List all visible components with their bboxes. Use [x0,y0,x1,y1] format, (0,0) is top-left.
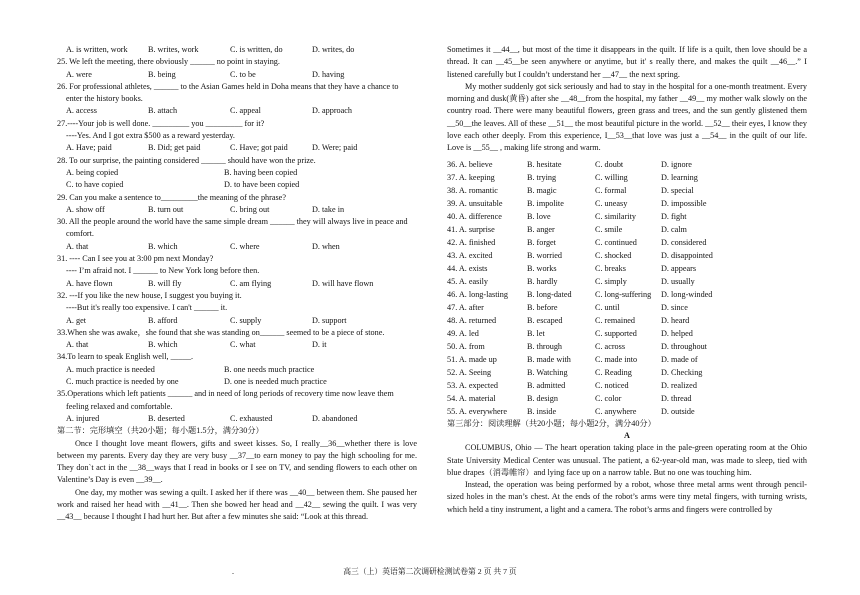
option: B. having been copied [224,167,298,177]
option: A. show off [66,204,105,214]
option: D. Were; paid [312,143,358,153]
option: 48. A. returned [447,315,497,325]
option: C. across [595,341,626,351]
option: 39. A. unsuitable [447,198,503,208]
cloze-options-row [447,379,807,392]
cloze-options-row [447,275,807,288]
option: B. hesitate [527,159,562,169]
cloze-options-row [447,301,807,314]
option: C. exhausted [230,413,273,423]
option: B. through [527,341,563,351]
option: B. let [527,328,545,338]
option: A. access [66,106,97,116]
option: 38. A. romantic [447,185,498,195]
question-line-cont: enter the history books. [66,94,143,104]
option: C. shocked [595,250,632,260]
option: C. smile [595,224,623,234]
option: D. considered [661,237,707,247]
option: 41. A. surprise [447,224,495,234]
option: C. until [595,302,620,312]
option: D. since [661,302,688,312]
question-line: 35.Operations which left patients ______ and in need of long periods of recovery time now leave them [57,389,394,399]
option: D. support [312,315,347,325]
option: D. when [312,241,340,251]
option: B. works [527,263,557,273]
option: A. injured [66,413,100,423]
options-row [57,167,417,179]
options-row [57,315,417,327]
cloze-options-row [447,249,807,262]
option: D. take in [312,204,345,214]
option: D. abandoned [312,413,358,423]
option: D. impossible [661,198,707,208]
cloze-passage-part1 [57,438,417,524]
option: D. special [661,185,694,195]
cloze-options-row [447,314,807,327]
passage-paragraph: Sometimes it __44__, but most of the time it disappears in the quilt. If life is a quilt, then love should be a thread. It can __45__be seen anywhere or anytime, but it' s really there, and makes the quilt __46__.” I listened carefully but I couldn’t understand her __47__ the next spring. [447,45,807,79]
option: 37. A. keeping [447,172,495,182]
option: B. escaped [527,315,563,325]
option: B. Watching [527,367,568,377]
cloze-options-row [447,210,807,223]
option: D. having [312,69,345,79]
question-line: 33.When she was awake，she found that she was standing on______ seemed to be a piece of stone. [57,327,385,337]
option: B. turn out [148,204,184,214]
question-line: 29. Can you make a sentence to_________the meaning of the phrase? [57,192,286,202]
reading-passage-label: A [624,430,630,440]
reading-passage [447,442,807,516]
cloze-options-row [447,327,807,340]
cloze-options-row [447,353,807,366]
option: C. where [230,241,260,251]
option: A. were [66,69,92,79]
options-row [57,376,417,388]
option: 55. A. everywhere [447,406,508,416]
question-line: 25. We left the meeting, there obviously ______ no point in staying. [57,57,280,67]
option: B. trying [527,172,557,182]
option: A. that [66,241,89,251]
option: B. which [148,241,178,251]
question-line: 27.----Your job is well done. _________ you _________ for it? [57,118,265,128]
option: C. doubt [595,159,624,169]
option: C. bring out [230,204,270,214]
option: C. to be [230,69,256,79]
option: D. calm [661,224,687,234]
option: B. design [527,393,558,403]
option: A. Have; paid [66,143,112,153]
option: C. supported [595,328,637,338]
option: C. appeal [230,106,261,116]
option: 49. A. led [447,328,479,338]
cloze-options-row [447,223,807,236]
option: C. color [595,393,622,403]
options-row [57,278,417,290]
question-line-cont: feeling relaxed and comfortable. [66,401,173,411]
passage-paragraph: One day, my mother was sewing a quilt. I asked her if there was __40__ between them. She paused her work and raised her head with __41__. Then she bowed her head and __42__ sewing the quilt. I was very __43__ because I thought I had hurt her. But after a few minutes she said: “Look at this thread. [57,487,417,522]
option: 53. A. expected [447,380,498,390]
question-line: 32. ---If you like the new house, I suggest you buying it. [57,290,242,300]
option: D. appears [661,263,697,273]
option: D. disappointed [661,250,713,260]
left-column [57,44,417,524]
option: D. one is needed much practice [224,377,327,387]
option: B. writes, work [148,45,199,54]
options-row [57,105,417,117]
option: B. which [148,340,178,350]
option: C. Reading [595,367,632,377]
question-line-cont: ---- I’m afraid not. I ______ to New York long before then. [66,266,260,276]
question-line: 34.To learn to speak English well, _____. [57,352,194,362]
option: 45. A. easily [447,276,488,286]
passage-paragraph: COLUMBUS, Ohio — The heart operation taking place in the pale-green operating room at the Ohio State University Medical Center was unusual. The patient, a 62-year-old man, was made to sleep, tied with blue drapes（消毒帷帘）and lying face up on a narrow table. But no one was touching him. [447,443,807,477]
question-line: 28. To our surprise, the painting considered ______ should have won the prize. [57,155,316,165]
option: C. similarity [595,211,636,221]
option: B. Did; get paid [148,143,201,153]
option: A. being copied [66,167,119,177]
question-line: 26. For professional athletes, ______ to the Asian Games held in Doha means that they have a chance to [57,81,399,91]
option: 50. A. from [447,341,485,351]
option: C. am flying [230,278,272,288]
cloze-options-row [447,366,807,379]
question-line: 31. ---- Can I see you at 3:00 pm next Monday? [57,254,214,264]
question-line: 第二节：完形填空（共20小题；每小题1.5分，满分30分） [57,426,264,436]
option: C. noticed [595,380,629,390]
cloze-options-row [447,171,807,184]
option: B. forget [527,237,556,247]
option: C. made into [595,354,638,364]
option: B. being [148,69,176,79]
option: B. one needs much practice [224,364,315,374]
option: C. what [230,340,256,350]
options-row [57,364,417,376]
options-row [57,69,417,81]
question-line-cont: ----But it's really too expensive. I can't ______ it. [66,303,228,313]
option: C. is written, do [230,45,283,54]
option: A. get [66,315,87,325]
cloze-options-row [447,405,807,418]
passage-paragraph: Instead, the operation was being performed by a robot, whose three metal arms went through pencil-sized holes in the man’s chest. At the ends of the robot’s arms were tiny metal fingers, with turning wrists, which held a tiny instrument, a light and a camera. The robot’s arms and fingers were controlled by [447,480,807,514]
option: D. throughout [661,341,707,351]
option: B. long-dated [527,289,572,299]
option: C. formal [595,185,627,195]
option: C. simply [595,276,627,286]
option: D. to have been copied [224,180,300,190]
option: B. magic [527,185,557,195]
options-row [57,142,417,154]
option: B. anger [527,224,555,234]
option: A. is written, work [66,45,128,54]
options-row [57,204,417,216]
option: 47. A. after [447,302,484,312]
option: 40. A. difference [447,211,502,221]
option: A. much practice is needed [66,364,155,374]
option: B. afford [148,315,178,325]
question-line-cont: ----Yes. And I got extra $500 as a reward yesterday. [66,131,235,141]
cloze-options-row [447,340,807,353]
option: C. supply [230,315,262,325]
option: D. made of [661,354,698,364]
option: C. to have copied [66,180,124,190]
option: D. fight [661,211,687,221]
footer-dot: . [232,567,234,576]
option: D. helped [661,328,693,338]
option: B. admitted [527,380,566,390]
option: 43. A. excited [447,250,493,260]
option: 52. A. Seeing [447,367,492,377]
cloze-passage-part2 [447,44,807,155]
option: B. impolite [527,198,564,208]
page-footer: 高三（上）英语第二次调研检测试卷第 2 页 共 7 页 [343,567,517,576]
question-line-cont: comfort. [66,229,94,239]
cloze-options-row [447,184,807,197]
cloze-options-row [447,288,807,301]
option: C. much practice is needed by one [66,377,179,387]
option: B. made with [527,354,571,364]
option: 51. A. made up [447,354,497,364]
cloze-options-row [447,197,807,210]
passage-paragraph: Once I thought love meant flowers, gifts and sweet kisses. So, I really__36__whether there is love between my parents. Every day they are very busy __37__to earn money to pay the high schooling for me. They don`t act in the __38__ways that I read in books or I see on TV, and sending flowers to each other on Valentine’s Day is even __39__. [57,438,417,485]
options-row [57,44,417,56]
option: D. approach [312,106,353,116]
options-row [57,179,417,191]
option: D. it [312,340,327,350]
option: B. worried [527,250,563,260]
option: C. anywhere [595,406,637,416]
cloze-options-row [447,262,807,275]
option: C. continued [595,237,637,247]
option: D. will have flown [312,278,374,288]
option: B. deserted [148,413,185,423]
question-line: 30. All the people around the world have the same simple dream ______ they will always live in peace and [57,217,408,227]
option: B. hardly [527,276,558,286]
option: B. will fly [148,278,182,288]
option: 44. A. exists [447,263,488,273]
option: C. Have; got paid [230,143,288,153]
right-column [447,44,807,516]
option: 46. A. long-lasting [447,289,508,299]
option: D. learning [661,172,698,182]
option: C. breaks [595,263,626,273]
option: C. willing [595,172,628,182]
option: C. uneasy [595,198,628,208]
cloze-options-row [447,158,807,171]
cloze-options-row [447,236,807,249]
option: A. that [66,340,89,350]
option: B. love [527,211,551,221]
passage-paragraph: My mother suddenly got sick seriously and had to stay in the hospital for a one-month treatment. Every morning and dusk(黄昏) after she __48__from the hospital, my father __49__ my mother walk slowly on the country road. There were many beautiful flowers, green grass and trees, and the sun gently glistened them __50__the leaves. All of these __51__ the most beautiful picture in the world. __52__ their eyes, I know they love each other deeply. From this experience, I__53__that love was just a __54__ in the quilt of our life. Love is __55__ , making life strong and warm. [447,81,807,153]
option: D. usually [661,276,695,286]
option: C. remained [595,315,636,325]
option: D. ignore [661,159,692,169]
option: D. realized [661,380,697,390]
option: B. attach [148,106,178,116]
option: A. have flown [66,278,113,288]
option: B. before [527,302,558,312]
option: B. inside [527,406,557,416]
options-row [57,241,417,253]
option: C. long-suffering [595,289,652,299]
options-row [57,339,417,351]
option: 54. A. material [447,393,496,403]
options-row [57,413,417,425]
option: D. long-winded [661,289,713,299]
cloze-options-row [447,392,807,405]
option: D. Checking [661,367,703,377]
option: D. writes, do [312,45,355,54]
option: 36. A. believe [447,159,493,169]
option: D. thread [661,393,692,403]
reading-section-title: 第三部分：阅读理解（共20小题；每小题2分，满分40分） [447,418,656,428]
option: D. outside [661,406,695,416]
option: 42. A. finished [447,237,496,247]
option: D. heard [661,315,690,325]
